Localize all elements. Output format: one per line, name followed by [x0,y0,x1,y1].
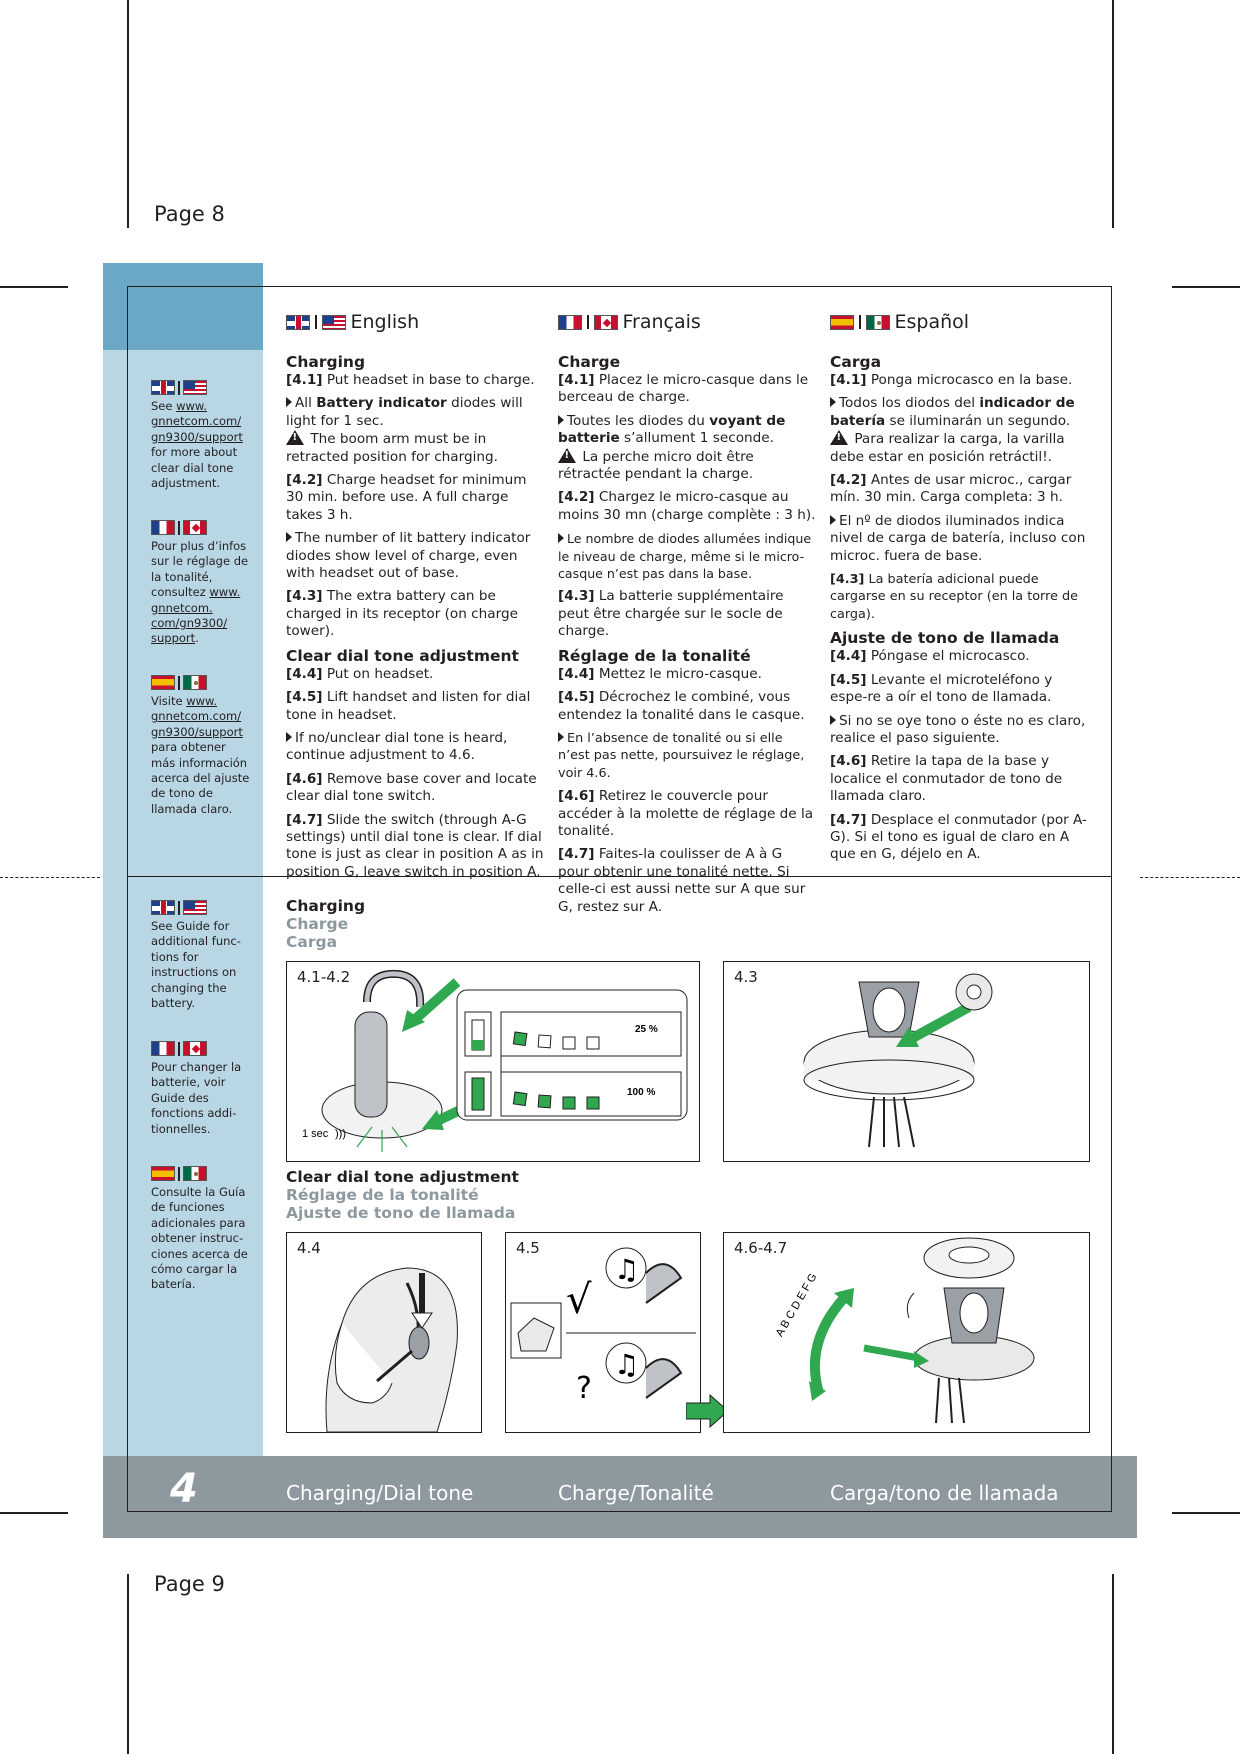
fold-line-left [0,877,100,878]
bullet-no-dial-tone: En l’absence de tonalité ou si elle n’est pas nette, poursuivez le réglage, voir 4.6. [558,730,805,781]
step-4-2: [4.2] Chargez le micro-casque au moins 30 mn (charge complète : 3 h). [558,489,816,523]
crop-mark [1172,286,1240,288]
dial-tone-listen-illustration [506,1233,700,1432]
bullet-arrow-icon [830,515,836,525]
charge-25-label: 25 % [635,1024,658,1035]
spain-flag-icon [830,315,854,330]
crop-mark [1112,1574,1114,1754]
sidebar-text: See [151,399,177,413]
music-note-icon: ♫ [614,1348,640,1381]
heading-dial-tone: Ajuste de tono de llamada [830,629,1060,648]
mexico-flag-icon [183,1166,207,1181]
bullet-arrow-icon [558,732,564,742]
illustration-4-6-4-7 [723,1232,1090,1433]
column-es [830,353,1088,870]
step-4-7: [4.7] Slide the switch (through A-G settings) until dial tone is clear. If dial tone is just as clear in position A as in position G, leave switch in position A. [286,811,544,880]
bullet-diodes: Le nombre de diodes allumées indique le niveau de charge, même si le micro-casque n’est pas dans la base. [558,531,812,582]
bullet-diodes: El nº de diodos iluminados indica nivel de carga de batería, incluso con microc. fuera de base. [830,512,1086,564]
step-4-2: [4.2] Charge headset for minimum 30 min. before use. A full charge takes 3 h. [286,472,527,523]
canada-flag-icon [183,1041,207,1056]
panel-label: 4.5 [516,1239,540,1257]
question-mark-icon: ? [576,1371,592,1406]
support-link[interactable]: www. gnnetcom. com/gn9300/ support [151,585,241,646]
uk-flag-icon [286,315,310,330]
bullet-diodes: The number of lit battery indicator diodes show level of charge, even with headset out of base. [286,530,531,582]
spain-flag-icon [151,1166,175,1181]
bullet-no-dial-tone: If no/unclear dial tone is heard, continue adjustment to 4.6. [286,729,508,764]
panel-label: 4.3 [734,968,758,986]
bullet-battery-indicator: All Battery indicator diodes will light for 1 sec. ! The boom arm must be in retracted position for charging. [286,395,544,466]
step-4-5: [4.5] Décrochez le combiné, vous entendez la tonalité dans le casque. [558,689,805,723]
step-4-4: [4.4] Póngase el microcasco. [830,648,1030,665]
warning-icon [830,430,848,445]
bullet-arrow-icon [830,397,836,407]
sidebar-note-fr [151,520,251,647]
canada-flag-icon [594,315,618,330]
sidebar-battery-note-fr [151,1041,251,1137]
step-4-4: [4.4] Put on headset. [286,665,434,682]
step-4-5: [4.5] Levante el microteléfono y espe-re a oír el tono de llamada. [830,671,1053,706]
language-header-es [830,311,969,333]
step-4-1: [4.1] Put headset in base to charge. [286,372,535,388]
illustration-4-3 [723,961,1090,1162]
step-4-1: [4.1] Placez le micro-casque dans le berceau de charge. [558,372,809,406]
check-mark-icon: √ [566,1277,592,1323]
footer-title-fr: Charge/Tonalité [558,1481,714,1505]
page-label-top: Page 8 [154,202,225,226]
panel-label: 4.6-4.7 [734,1239,788,1257]
warning-icon [286,430,304,445]
france-flag-icon [151,1041,175,1056]
spain-flag-icon [151,675,175,690]
us-flag-icon [183,380,207,395]
charging-illustrations-title: Charging Charge Carga [286,897,366,951]
sidebar-note-en [151,380,251,491]
bullet-arrow-icon [830,715,836,725]
language-header-en [286,311,419,333]
crop-mark [127,0,129,228]
step-4-6: [4.6] Remove base cover and locate clear dial tone switch. [286,770,537,805]
language-header-fr [558,311,701,333]
panel-label: 4.4 [297,1239,321,1257]
footer-title-es: Carga/tono de llamada [830,1481,1059,1505]
crop-mark [1112,0,1114,228]
step-4-4: [4.4] Mettez le micro-casque. [558,665,762,682]
switch-position-letters: A B C D E F G [773,1271,820,1339]
bullet-battery-indicator: Todos los diodos del indicador de batería se iluminarán un segundo. ! Para realizar la carga, la varilla debe estar en posición retráctil!. [830,395,1088,466]
extra-battery-charging-illustration [724,962,1089,1161]
sidebar-text: Pour plus d’infos sur le réglage de la tonalité, consultez [151,539,249,600]
footer-title-en: Charging/Dial tone [286,1481,474,1505]
page-label-bottom: Page 9 [154,1572,225,1596]
sidebar-note-es [151,675,251,817]
step-4-7: [4.7] Desplace el conmutador (por A-G). Si el tono es igual de claro en A que en G, déjelo en A. [830,811,1087,863]
wear-headset-illustration [287,1233,481,1432]
dial-tone-switch-illustration [724,1233,1089,1432]
column-fr [558,353,816,922]
crop-mark [0,1512,68,1514]
headset-charging-illustration [287,962,699,1161]
heading-dial-tone: Réglage de la tonalité [558,646,751,665]
france-flag-icon [151,520,175,535]
fold-line-right [1140,877,1240,878]
language-label: Español [894,311,970,333]
illustration-4-1-4-2 [286,961,700,1162]
heading-charging: Carga [830,353,882,371]
step-4-6: [4.6] Retire la tapa de la base y localice el conmutador de tono de llamada claro. [830,753,1063,805]
us-flag-icon [322,315,346,330]
illustration-4-5 [505,1232,701,1433]
step-4-7: [4.7] Faites-la coulisser de A à G pour obtenir une tonalité nette. Si celle-ci est aussi nette sur A que sur G, restez sur A. [558,846,806,915]
bullet-arrow-icon [286,732,292,742]
step-4-3: [4.3] La batterie supplémentaire peut être chargée sur le socle de charge. [558,588,784,640]
sidebar-text: Visite [151,694,187,708]
panel-label: 4.1-4.2 [297,968,351,986]
language-label: Français [622,311,701,333]
mexico-flag-icon [866,315,890,330]
warning-icon [558,448,576,463]
column-en [286,353,544,887]
sidebar-text: . [195,631,199,646]
one-second-label: 1 sec [302,1128,329,1140]
uk-flag-icon [151,900,175,915]
sidebar-text: for more about clear dial tone adjustment. [151,445,238,491]
sidebar-text: See Guide for additional func-tions for instructions on changing the battery. [151,919,241,1011]
sidebar-battery-note-en [151,900,251,1011]
crop-mark [0,286,68,288]
chapter-number: 4 [170,1466,198,1512]
heading-charging: Charge [558,353,621,371]
step-4-3: [4.3] La batería adicional puede cargarse en su receptor (en la torre de carga). [830,572,1079,622]
language-label: English [350,311,420,333]
heading-charging: Charging [286,353,366,371]
support-link[interactable]: www. gnnetcom.com/ gn9300/support [151,399,243,444]
sidebar-text: Consulte la Guía de funciones adicionales para obtener instruc-ciones acerca de cómo cargar la batería. [151,1185,248,1292]
support-link[interactable]: www. gnnetcom.com/ gn9300/support [151,694,243,739]
step-4-3: [4.3] The extra battery can be charged in its receptor (on charge tower). [286,588,518,640]
bullet-no-dial-tone: Si no se oye tono o éste no es claro, realice el paso siguiente. [830,712,1086,746]
uk-flag-icon [151,380,175,395]
step-4-1: [4.1] Ponga microcasco en la base. [830,372,1073,388]
sidebar-battery-note-es [151,1166,251,1293]
sidebar-text: Pour changer la batterie, voir Guide des fonctions addi-tionnelles. [151,1060,242,1136]
us-flag-icon [183,900,207,915]
canada-flag-icon [183,520,207,535]
music-note-icon: ♫ [614,1253,640,1286]
step-4-5: [4.5] Lift handset and listen for dial tone in headset. [286,689,531,723]
bullet-arrow-icon [286,397,292,407]
bullet-battery-indicator: Toutes les diodes du voyant de batterie s’allument 1 seconde. ! La perche micro doit être rétractée pendant la charge. [558,413,816,484]
step-4-2: [4.2] Antes de usar microc., cargar mín. 30 min. Carga completa: 3 h. [830,472,1072,506]
crop-mark [1172,1512,1240,1514]
svg-text:))): ))) [335,1128,346,1140]
crop-mark [127,1574,129,1754]
charge-100-label: 100 % [627,1087,656,1098]
heading-dial-tone: Clear dial tone adjustment [286,646,519,665]
bullet-arrow-icon [558,415,564,425]
mexico-flag-icon [183,675,207,690]
sidebar-text: para obtener más información acerca del ajuste de tono de llamada claro. [151,740,250,816]
bullet-arrow-icon [286,532,292,542]
step-4-6: [4.6] Retirez le couvercle pour accéder à la molette de réglage de la tonalité. [558,788,814,839]
illustration-4-4 [286,1232,482,1433]
dial-tone-illustrations-title: Clear dial tone adjustment Réglage de la tonalité Ajuste de tono de llamada [286,1168,519,1222]
bullet-arrow-icon [558,533,564,543]
france-flag-icon [558,315,582,330]
